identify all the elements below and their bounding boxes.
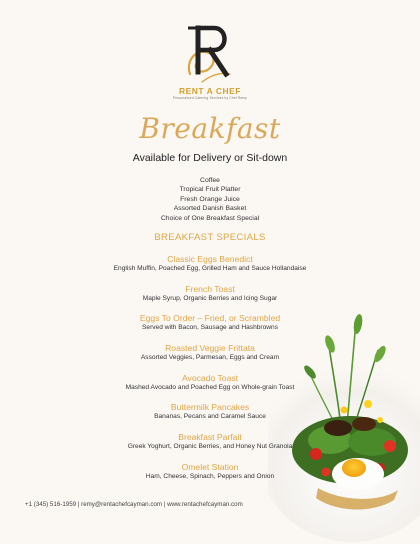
rent-a-chef-logo	[180, 22, 240, 86]
brand-tagline: Personalized Catering Services by Chef Remy	[172, 96, 248, 100]
special-description: Greek Yoghurt, Organic Berries, and Honey Nut Granola	[127, 443, 293, 451]
contact-footer[interactable]: +1 (345) 516-1959 | remy@rentachefcayman.com | www.rentachefcayman.com	[25, 501, 243, 508]
list-item	[0, 373, 420, 403]
basics-item: Coffee	[200, 177, 220, 184]
special-description: Mashed Avocado and Poached Egg on Whole-grain Toast	[125, 383, 295, 391]
basics-item: Assorted Danish Basket	[173, 205, 247, 213]
list-item	[0, 313, 420, 343]
special-description: Bananas, Pecans and Caramel Sauce	[154, 413, 266, 421]
list-item	[0, 254, 420, 284]
list-item	[0, 432, 420, 462]
basics-item: Choice of One Breakfast Special	[160, 214, 260, 222]
specials-list	[0, 254, 420, 492]
special-description: Served with Bacon, Sausage and Hashbrowns	[142, 324, 278, 332]
list-item	[0, 462, 420, 492]
list-item	[0, 402, 420, 432]
special-name: Breakfast Parfait	[178, 432, 242, 443]
special-name: French Toast	[185, 283, 235, 294]
basics-list	[0, 176, 420, 223]
list-item	[0, 284, 420, 314]
special-name: Classic Eggs Benedict	[167, 254, 253, 264]
menu-subtitle: Available for Delivery or Sit-down	[132, 152, 288, 164]
special-description: Assorted Veggies, Parmesan, Eggs and Cream	[140, 354, 280, 362]
menu-title: Breakfast	[139, 112, 281, 145]
list-item	[0, 343, 420, 373]
special-name: Eggs To Order – Fried, or Scrambled	[139, 313, 281, 324]
brand-name: RENT A CHEF	[178, 86, 241, 96]
basics-item: Fresh Orange Juice	[180, 195, 240, 203]
special-description: English Muffin, Poached Egg, Grilled Ham and Sauce Hollandaise	[113, 265, 307, 272]
basics-item: Tropical Fruit Platter	[179, 186, 241, 194]
specials-heading: BREAKFAST SPECIALS	[154, 232, 266, 243]
special-description: Maple Syrup, Organic Berries and Icing Sugar	[142, 294, 278, 302]
special-name: Roasted Veggie Frittata	[165, 343, 255, 354]
special-name: Avocado Toast	[181, 372, 239, 383]
special-name: Omelet Station	[181, 461, 239, 472]
special-description: Ham, Cheese, Spinach, Peppers and Onion	[145, 472, 275, 480]
special-name: Buttermilk Pancakes	[170, 402, 250, 413]
